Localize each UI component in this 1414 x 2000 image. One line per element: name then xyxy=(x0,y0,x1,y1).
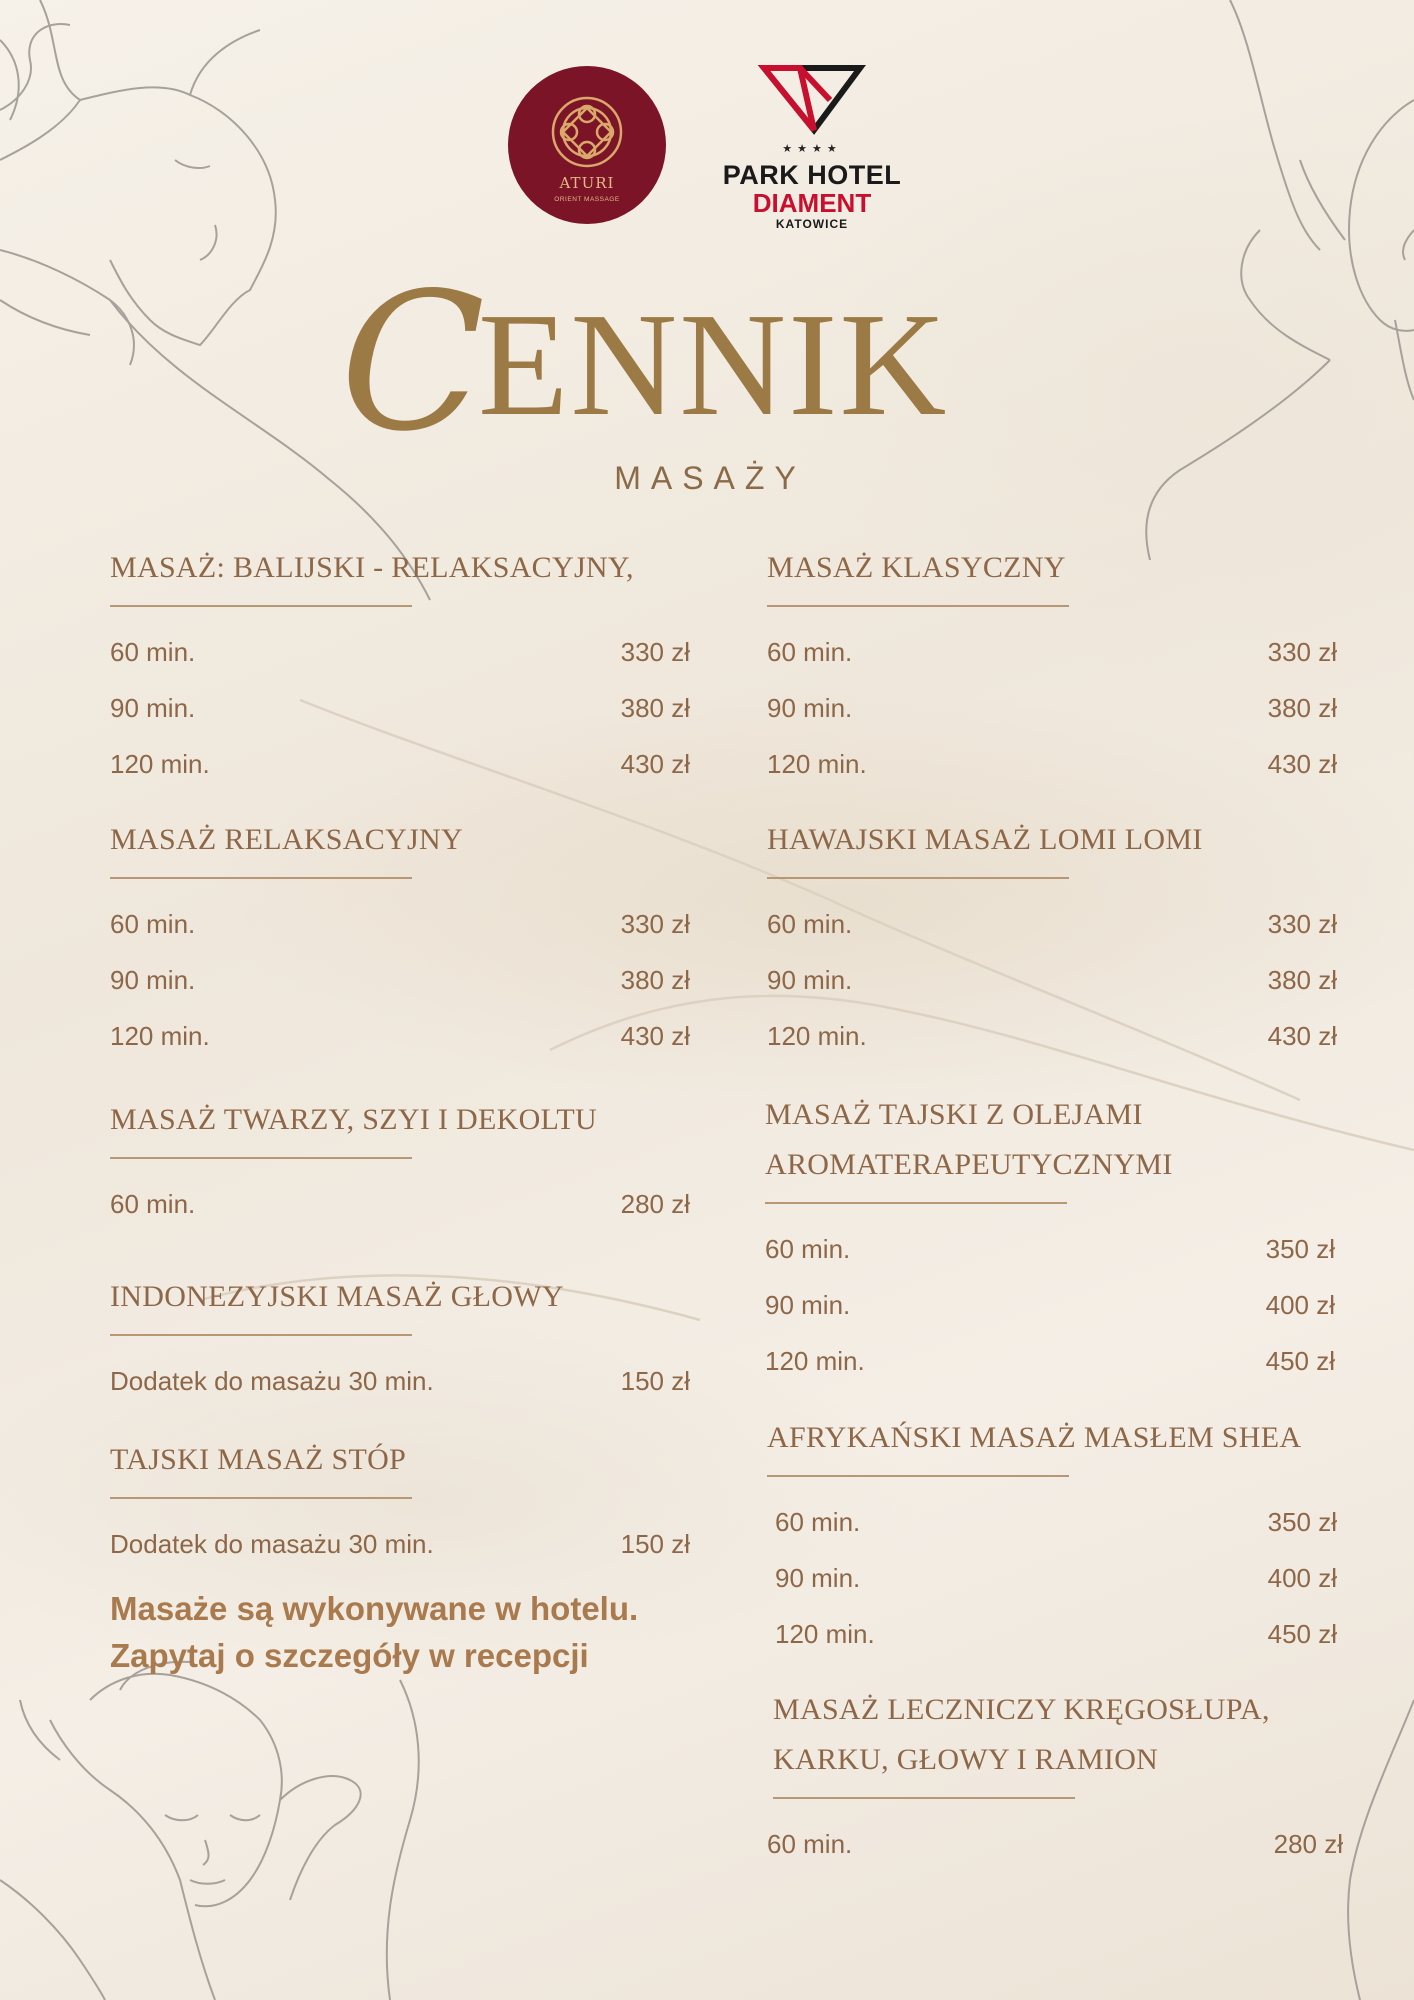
section-divider xyxy=(110,605,412,607)
price-row xyxy=(765,1334,1365,1390)
price: 330 zł xyxy=(1267,909,1337,939)
duration: 90 min. xyxy=(767,965,853,995)
price-row xyxy=(765,1278,1365,1334)
duration: 60 min. xyxy=(765,1234,851,1264)
title-initial: C xyxy=(340,252,486,473)
price: 380 zł xyxy=(620,693,690,723)
price: 430 zł xyxy=(1267,1021,1337,1051)
duration: 120 min. xyxy=(110,749,210,779)
section-title: TAJSKI MASAŻ STÓP xyxy=(110,1443,407,1476)
hotel-stars: ★★★★ xyxy=(782,143,842,155)
section-divider xyxy=(767,877,1069,879)
price-row xyxy=(110,897,710,953)
section-title: INDONEZYJSKI MASAŻ GŁOWY xyxy=(110,1280,564,1313)
price: 380 zł xyxy=(1267,965,1337,995)
duration: 120 min. xyxy=(775,1619,875,1649)
duration: 120 min. xyxy=(767,1021,867,1051)
price: 430 zł xyxy=(1267,749,1337,779)
aturi-logo xyxy=(508,66,666,224)
duration: 90 min. xyxy=(775,1563,861,1593)
info-note-line2: Zapytaj o szczegóły w recepcji xyxy=(110,1637,589,1674)
section-title: MASAŻ TWARZY, SZYI I DEKOLTU xyxy=(110,1103,598,1136)
price-row xyxy=(110,737,710,793)
info-note xyxy=(110,1585,750,1679)
section-title: MASAŻ LECZNICZY KRĘGOSŁUPA, xyxy=(773,1693,1270,1726)
aturi-logo-text: ATURI xyxy=(559,174,615,192)
section-classic-massage xyxy=(767,543,1367,793)
duration: 60 min. xyxy=(110,909,196,939)
section-thai-aroma-oil-massage xyxy=(765,1090,1365,1390)
price: 400 zł xyxy=(1265,1290,1335,1320)
price: 330 zł xyxy=(1267,637,1337,667)
page-subtitle: MASAŻY xyxy=(614,460,806,496)
price: 150 zł xyxy=(620,1529,690,1559)
price-row xyxy=(767,625,1367,681)
price: 400 zł xyxy=(1267,1563,1337,1593)
park-hotel-diament-logo xyxy=(712,60,912,235)
price-row xyxy=(110,1177,710,1233)
price-row xyxy=(767,1607,1367,1663)
section-divider xyxy=(773,1797,1075,1799)
woman-portrait-illustration-top-right xyxy=(1146,0,1414,560)
duration: 60 min. xyxy=(767,909,853,939)
duration: Dodatek do masażu 30 min. xyxy=(110,1366,434,1396)
price-row xyxy=(765,1222,1365,1278)
price-row xyxy=(110,1354,710,1410)
price-row xyxy=(767,737,1367,793)
price: 450 zł xyxy=(1267,1619,1337,1649)
title-rest: ENNIK xyxy=(478,283,949,447)
duration: 90 min. xyxy=(110,693,196,723)
duration: 60 min. xyxy=(767,637,853,667)
price-row xyxy=(767,1817,1373,1873)
section-divider xyxy=(110,1157,412,1159)
price-row xyxy=(767,1495,1367,1551)
price: 330 zł xyxy=(620,909,690,939)
section-divider xyxy=(110,877,412,879)
section-title: MASAŻ: BALIJSKI - RELAKSACYJNY, xyxy=(110,551,634,584)
price-row xyxy=(110,681,710,737)
section-title: HAWAJSKI MASAŻ LOMI LOMI xyxy=(767,823,1203,856)
price-row xyxy=(767,953,1367,1009)
duration: 120 min. xyxy=(767,749,867,779)
duration: 120 min. xyxy=(765,1346,865,1376)
price-row xyxy=(767,897,1367,953)
section-divider xyxy=(767,1475,1069,1477)
info-note-line1: Masaże są wykonywane w hotelu. xyxy=(110,1590,639,1627)
aturi-logo-tagline: ORIENT MASSAGE xyxy=(554,196,620,203)
price: 380 zł xyxy=(1267,693,1337,723)
section-divider xyxy=(765,1202,1067,1204)
price-row xyxy=(110,1009,710,1065)
price: 330 zł xyxy=(620,637,690,667)
section-lomi-lomi-massage xyxy=(767,815,1367,1065)
price: 280 zł xyxy=(1273,1829,1343,1859)
diamond-icon xyxy=(712,60,912,140)
section-title: MASAŻ TAJSKI Z OLEJAMI xyxy=(765,1098,1143,1131)
duration: 120 min. xyxy=(110,1021,210,1051)
section-divider xyxy=(110,1334,412,1336)
duration: 90 min. xyxy=(765,1290,851,1320)
price: 430 zł xyxy=(620,749,690,779)
section-title: MASAŻ KLASYCZNY xyxy=(767,551,1066,584)
section-title-line2: KARKU, GŁOWY I RAMION xyxy=(773,1743,1159,1776)
duration: Dodatek do masażu 30 min. xyxy=(110,1529,434,1559)
price-row xyxy=(767,681,1367,737)
section-divider xyxy=(767,605,1069,607)
section-balinese-massage xyxy=(110,543,710,793)
duration: 90 min. xyxy=(110,965,196,995)
price-row xyxy=(110,625,710,681)
price: 150 zł xyxy=(620,1366,690,1396)
section-shea-butter-massage xyxy=(767,1413,1367,1663)
section-divider xyxy=(110,1497,412,1499)
duration: 60 min. xyxy=(775,1507,861,1537)
section-relaxing-massage xyxy=(110,815,710,1065)
duration: 60 min. xyxy=(110,1189,196,1219)
hotel-city: KATOWICE xyxy=(775,217,849,231)
duration: 60 min. xyxy=(110,637,196,667)
section-title-line2: AROMATERAPEUTYCZNYMI xyxy=(765,1148,1173,1181)
section-title: AFRYKAŃSKI MASAŻ MASŁEM SHEA xyxy=(767,1421,1302,1454)
face-massage-illustration-bottom-left xyxy=(0,1662,419,2000)
price-row xyxy=(110,953,710,1009)
section-face-neck-massage xyxy=(110,1095,710,1233)
section-therapeutic-spine-massage xyxy=(767,1685,1373,1873)
price: 430 zł xyxy=(620,1021,690,1051)
duration: 90 min. xyxy=(767,693,853,723)
price: 450 zł xyxy=(1265,1346,1335,1376)
section-title: MASAŻ RELAKSACYJNY xyxy=(110,823,463,856)
price-row xyxy=(767,1551,1367,1607)
hotel-name-line2: DIAMENT xyxy=(752,188,872,218)
section-indonesian-head-massage xyxy=(110,1272,710,1410)
hotel-name-line1: PARK HOTEL xyxy=(722,160,902,190)
price: 350 zł xyxy=(1265,1234,1335,1264)
duration: 60 min. xyxy=(767,1829,853,1859)
price: 380 zł xyxy=(620,965,690,995)
price-row xyxy=(767,1009,1367,1065)
price: 350 zł xyxy=(1267,1507,1337,1537)
page-title xyxy=(340,252,1080,473)
price-row xyxy=(110,1517,710,1573)
price: 280 zł xyxy=(620,1189,690,1219)
section-thai-foot-massage xyxy=(110,1435,710,1573)
